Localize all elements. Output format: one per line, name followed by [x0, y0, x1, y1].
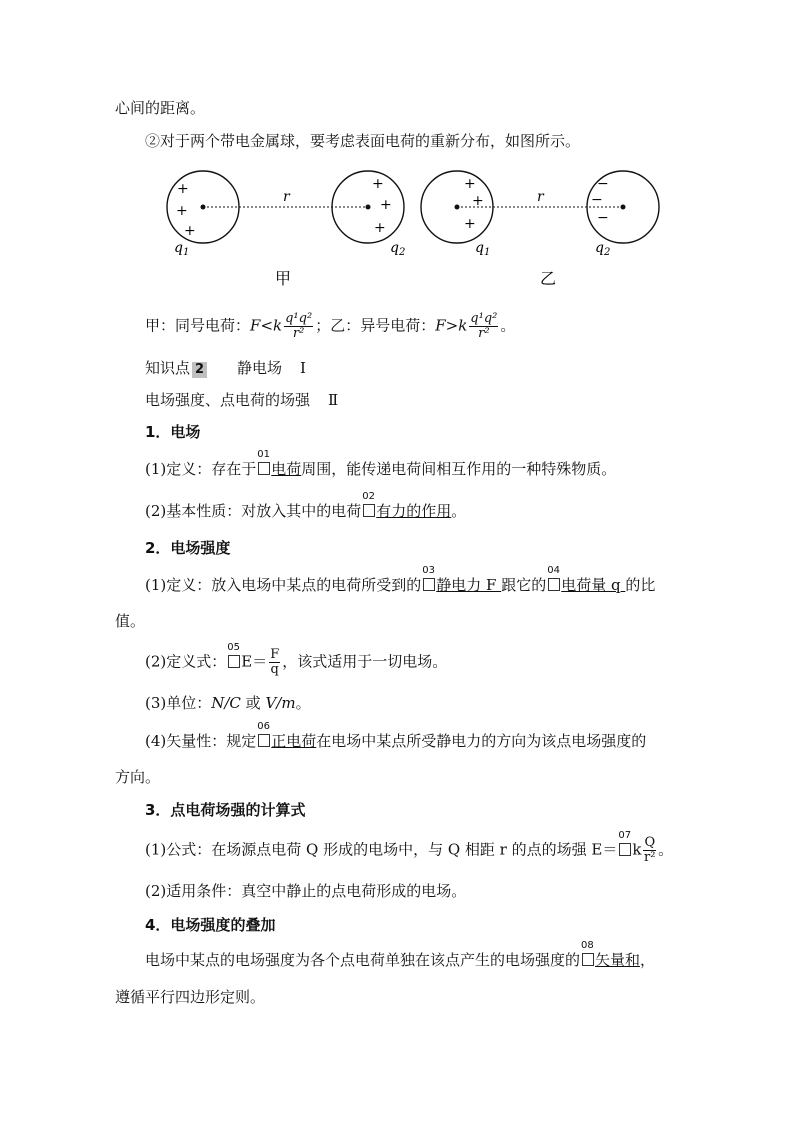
distance-label-left: r — [283, 189, 290, 205]
intro-end-text: 心间的距离。 — [115, 99, 206, 117]
strength-definition: (1)定义：放入电场中某点的电荷所受到的 03 静电力 F 跟它的 04 电荷量 q 的比 — [145, 565, 656, 594]
answer-blank-05: 05 — [228, 655, 240, 668]
caption-jia: 甲 — [275, 269, 292, 288]
svg-text:+: + — [380, 197, 392, 213]
heading-point-charge: 3．点电荷场强的计算式 — [145, 801, 306, 819]
q2-label-left: $q_2$ — [390, 240, 406, 258]
charge-distribution-figure — [160, 166, 670, 291]
strength-unit: (3)单位：N/C 或 V/m。 — [145, 694, 311, 712]
answer-blank-06: 06 — [258, 734, 270, 747]
svg-text:−: − — [597, 176, 609, 192]
distance-label-right: r — [537, 189, 544, 205]
svg-text:+: + — [372, 176, 384, 192]
section-heading: 知识点 2 静电场 Ⅰ — [145, 359, 306, 377]
svg-text:+: + — [176, 203, 188, 219]
strength-definition-cont: 值。 — [115, 612, 146, 630]
strength-formula: (2)定义式： 05 E＝ $\frac{F}{q}$ ，该式适用于一切电场。 — [145, 641, 448, 677]
q1-label-left: $q_1$ — [174, 240, 190, 258]
subsection-heading: 电场强度、点电荷的场强 Ⅱ — [145, 391, 339, 409]
caption-yi: 乙 — [540, 269, 557, 288]
field-property: (2)基本性质：对放入其中的电荷 02 有力的作用。 — [145, 491, 467, 520]
answer-blank-04: 04 — [548, 578, 560, 591]
heading-electric-field: 1．电场 — [145, 423, 201, 441]
superposition-text-cont: 遵循平行四边形定则。 — [115, 988, 266, 1006]
heading-superposition: 4．电场强度的叠加 — [145, 916, 276, 934]
svg-text:+: + — [472, 193, 484, 209]
svg-text:+: + — [177, 181, 189, 197]
svg-text:+: + — [464, 216, 476, 232]
section-number-badge: 2 — [192, 362, 207, 378]
heading-field-strength: 2．电场强度 — [145, 539, 231, 557]
answer-blank-02: 02 — [363, 504, 375, 517]
applicable-condition: (2)适用条件：真空中静止的点电荷形成的电场。 — [145, 882, 467, 900]
answer-blank-01: 01 — [258, 462, 270, 475]
answer-blank-07: 07 — [619, 843, 631, 856]
q1-label-right: $q_1$ — [475, 240, 491, 258]
coulomb-comparison-formula: 甲：同号电荷：F<k $\frac{\text{q¹q²}}{\text{r²}}$ ；乙：异号电荷：F>k $\frac{\text{q¹q²}}{\text{r²}}$ 。 — [145, 311, 516, 341]
svg-text:+: + — [374, 220, 386, 236]
svg-text:−: − — [597, 210, 609, 226]
superposition-text: 电场中某点的电场强度为各个点电荷单独在该点产生的电场强度的 08 矢量和， — [145, 940, 656, 969]
field-definition: (1)定义：存在于 01 电荷周围，能传递电荷间相互作用的一种特殊物质。 — [145, 449, 617, 478]
strength-vector-cont: 方向。 — [115, 768, 161, 786]
point-charge-formula: (1)公式：在场源点电荷 Q 形成的电场中，与 Q 相距 r 的点的场强 E＝ 07 k $\frac{Q}{\text{r²}}$ 。 — [145, 829, 674, 865]
svg-text:+: + — [184, 223, 196, 239]
answer-blank-03: 03 — [423, 578, 435, 591]
q2-label-right: $q_2$ — [595, 240, 611, 258]
svg-text:−: − — [591, 192, 603, 208]
strength-vector: (4)矢量性：规定 06 正电荷在电场中某点所受静电力的方向为该点电场强度的 — [145, 721, 647, 750]
answer-blank-08: 08 — [582, 953, 594, 966]
svg-text:+: + — [464, 176, 476, 192]
metal-sphere-paragraph: ②对于两个带电金属球，要考虑表面电荷的重新分布，如图所示。 — [145, 132, 581, 150]
